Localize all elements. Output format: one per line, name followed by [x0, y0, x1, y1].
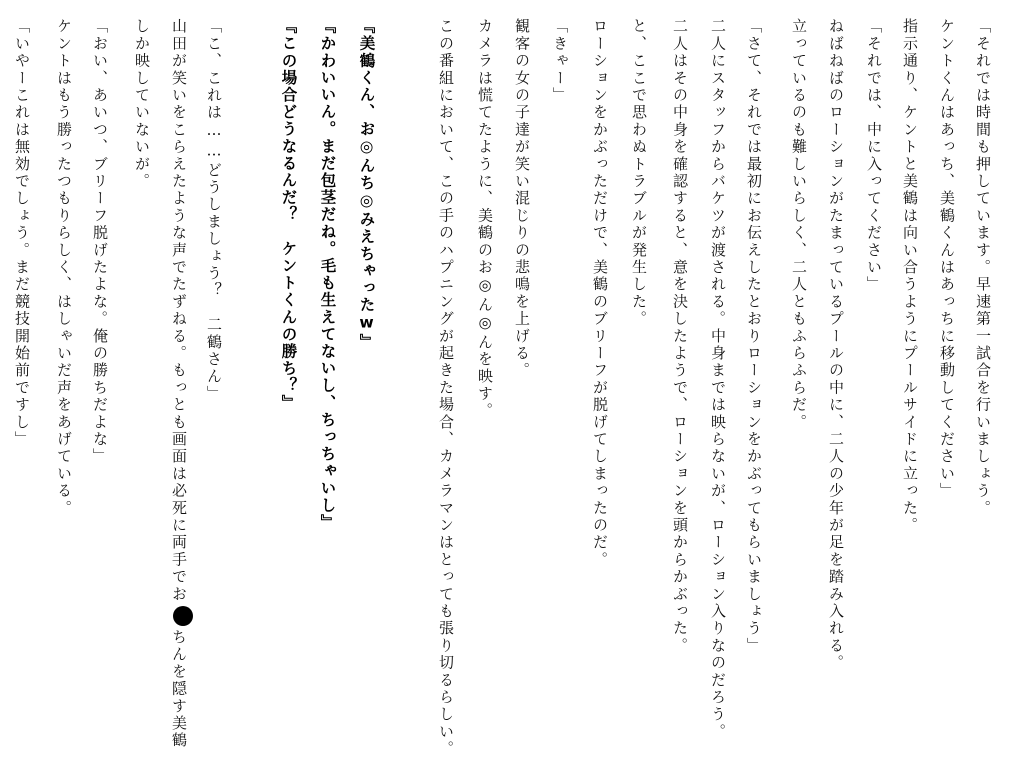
viewer-comment: 『かわいいん。まだ包茎だね。毛も生えてないし、ちっちゃいし』: [318, 18, 337, 531]
text-line: 「それでは時間も押しています。早速第一試合を行いましょう。: [974, 18, 992, 517]
text-line: 「いやーこれは無効でしょう。まだ競技開始前ですし」: [13, 18, 31, 448]
text-line: 二人にスタッフからバケツが渡される。中身までは映らないが、ローション入りなのだろう。: [709, 18, 727, 741]
viewer-comment: 『美鶴くん、お◎んち◎みえちゃったw』: [357, 18, 376, 351]
text-line: 「さて、それでは最初にお伝えしたとおりローションをかぶってもらいましょう」: [745, 18, 763, 655]
text-line-with-censor: [171, 18, 193, 749]
text-line: しか映していないが。: [133, 18, 151, 190]
text-line: 立っているのも難しいらしく、二人ともふらふらだ。: [790, 18, 808, 431]
text-segment: 山田が笑いをこらえたような声でたずねる。もっとも画面は必死に両手でお: [170, 18, 188, 603]
text-line: 「おい、あいつ、ブリーフ脱げたよな。俺の勝ちだよな」: [91, 18, 109, 466]
text-line: 「それでは、中に入ってください」: [865, 18, 883, 294]
text-line: ローションをかぶっただけで、美鶴のブリーフが脱げてしまったのだ。: [591, 18, 609, 569]
text-line: 「こ、これは……どうしましょう？ 二鶴さん」: [205, 18, 223, 403]
text-line: この番組において、この手のハプニングが起きた場合、カメラマンはとっても張り切るらしい。: [437, 18, 455, 758]
text-line: ねばねばのローションがたまっているプールの中に、二人の少年が足を踏み入れる。: [827, 18, 845, 672]
text-line: と、ここで思わぬトラブルが発生した。: [630, 18, 648, 328]
text-line: 指示通り、ケントと美鶴は向い合うようにプールサイドに立った。: [901, 18, 919, 534]
text-segment: ちんを隠す美鶴: [170, 628, 188, 750]
text-line: ケントくんはあっち、美鶴くんはあっちに移動してください」: [938, 18, 956, 500]
censor-blot: [173, 606, 193, 626]
viewer-comment: 『この場合どうなるんだ？ ケントくんの勝ち？』: [279, 18, 298, 412]
text-line: 二人はその中身を確認すると、意を決したようで、ローションを頭からかぶった。: [671, 18, 689, 655]
text-line: 観客の女の子達が笑い混じりの悲鳴を上げる。: [513, 18, 531, 380]
text-line: 「きゃー」: [551, 18, 569, 104]
text-line: ケントはもう勝ったつもりらしく、はしゃいだ声をあげている。: [55, 18, 73, 517]
text-line: カメラは慌てたように、美鶴のお◎ん◎んを映す。: [476, 18, 494, 420]
